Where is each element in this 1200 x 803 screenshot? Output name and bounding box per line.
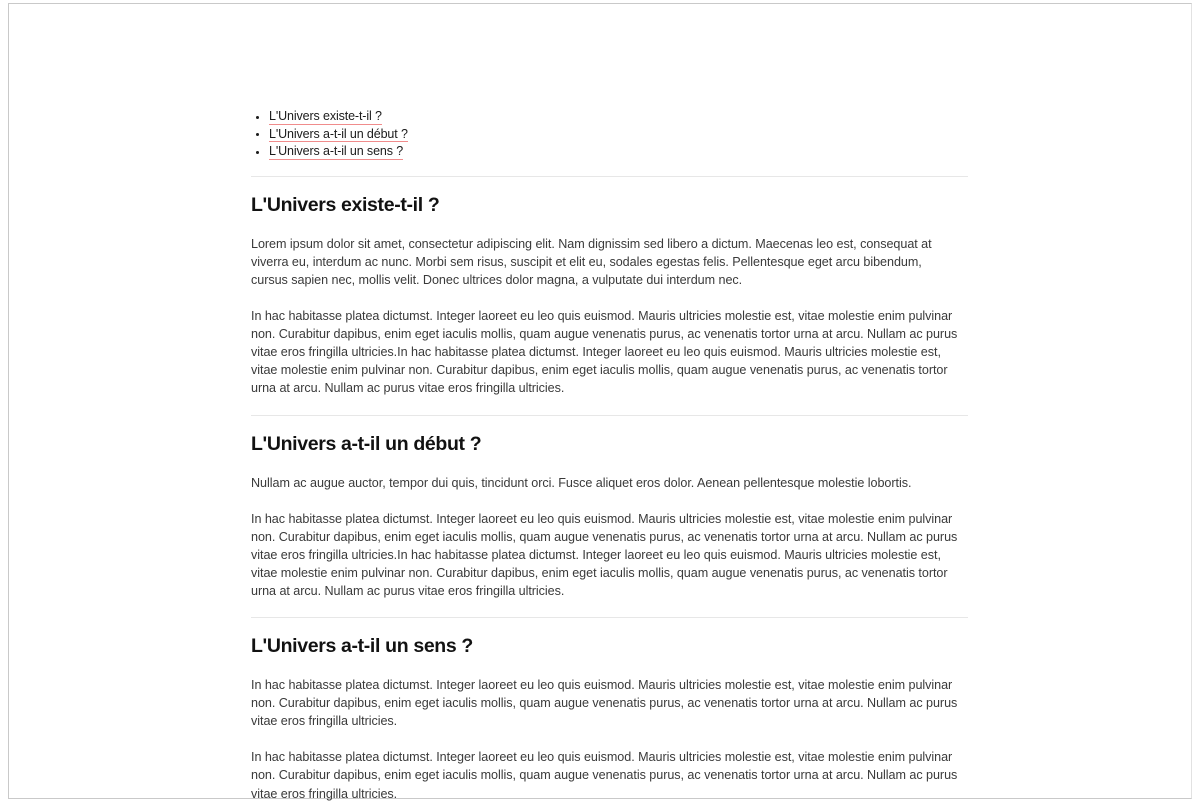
toc-item-3 [269, 143, 967, 161]
table-of-contents [242, 108, 967, 161]
section-3-paragraph-2: In hac habitasse platea dictumst. Integer laoreet eu leo quis euismod. Mauris ultricies molestie est, vitae molestie enim pulvinar non. Curabitur dapibus, enim eget iaculis mollis, quam augue venenatis purus, ac venenatis tortor urna at arcu. Nullam ac purus vitae eros fringilla ultricies. [251, 750, 958, 801]
section-heading-3: L'Univers a-t-il un sens ? [251, 635, 473, 658]
section-divider-1 [251, 176, 968, 177]
section-divider-3 [251, 617, 968, 618]
section-divider-2 [251, 415, 968, 416]
section-gap-2 [242, 600, 967, 617]
page-frame [8, 3, 1192, 799]
document-content [242, 4, 967, 803]
section-gap-1 [242, 398, 967, 415]
section-2-paragraph-2: In hac habitasse platea dictumst. Integer laoreet eu leo quis euismod. Mauris ultricies molestie est, vitae molestie enim pulvinar non. Curabitur dapibus, enim eget iaculis mollis, quam augue venenatis purus, ac venenatis tortor urna at arcu. Nullam ac purus vitae eros fringilla ultricies.In hac habitasse platea dictumst. Integer laoreet eu leo quis euismod. Mauris ultricies molestie est, vitae molestie enim pulvinar non. Curabitur dapibus, enim eget iaculis mollis, quam augue venenatis purus, ac venenatis tortor urna at arcu. Nullam ac purus vitae eros fringilla ultricies. [251, 511, 958, 598]
section-univers-existe-t-il [242, 176, 967, 398]
section-1-paragraph-2: In hac habitasse platea dictumst. Integer laoreet eu leo quis euismod. Mauris ultricies molestie est, vitae molestie enim pulvinar non. Curabitur dapibus, enim eget iaculis mollis, quam augue venenatis purus, ac venenatis tortor urna at arcu. Nullam ac purus vitae eros fringilla ultricies.In hac habitasse platea dictumst. Integer laoreet eu leo quis euismod. Mauris ultricies molestie est, vitae molestie enim pulvinar non. Curabitur dapibus, enim eget iaculis mollis, quam augue venenatis purus, ac venenatis tortor urna at arcu. Nullam ac purus vitae eros fringilla ultricies. [251, 309, 958, 396]
toc-item-1 [269, 108, 967, 126]
section-3-paragraph-1: In hac habitasse platea dictumst. Integer laoreet eu leo quis euismod. Mauris ultricies molestie est, vitae molestie enim pulvinar non. Curabitur dapibus, enim eget iaculis mollis, quam augue venenatis purus, ac venenatis tortor urna at arcu. Nullam ac purus vitae eros fringilla ultricies. [251, 678, 958, 729]
section-heading-1: L'Univers existe-t-il ? [251, 193, 440, 216]
toc-link-univers-existe-t-il[interactable]: L'Univers existe-t-il ? [269, 109, 382, 123]
section-univers-a-t-il-un-debut [242, 415, 967, 601]
toc-link-univers-a-t-il-un-debut[interactable]: L'Univers a-t-il un début ? [269, 126, 408, 141]
section-heading-2: L'Univers a-t-il un début ? [251, 432, 482, 455]
toc-bottom-gap [242, 161, 967, 176]
toc-item-2 [269, 126, 967, 144]
toc-link-univers-a-t-il-un-sens[interactable]: L'Univers a-t-il un sens ? [269, 144, 404, 159]
section-univers-a-t-il-un-sens [242, 617, 967, 803]
top-spacer [242, 4, 967, 108]
section-2-paragraph-1: Nullam ac augue auctor, tempor dui quis, tincidunt orci. Fusce aliquet eros dolor. Aenean pellentesque molestie lobortis. [251, 475, 912, 490]
section-1-paragraph-1: Lorem ipsum dolor sit amet, consectetur adipiscing elit. Nam dignissim sed libero a dictum. Maecenas leo est, consequat at viverra eu, interdum ac nunc. Morbi sem risus, suscipit et elit eu, sodales egestas felis. Pellentesque eget arcu bibendum, cursus sapien nec, mollis velit. Donec ultrices dolor magna, a vulputate dui interdum nec. [251, 236, 932, 287]
